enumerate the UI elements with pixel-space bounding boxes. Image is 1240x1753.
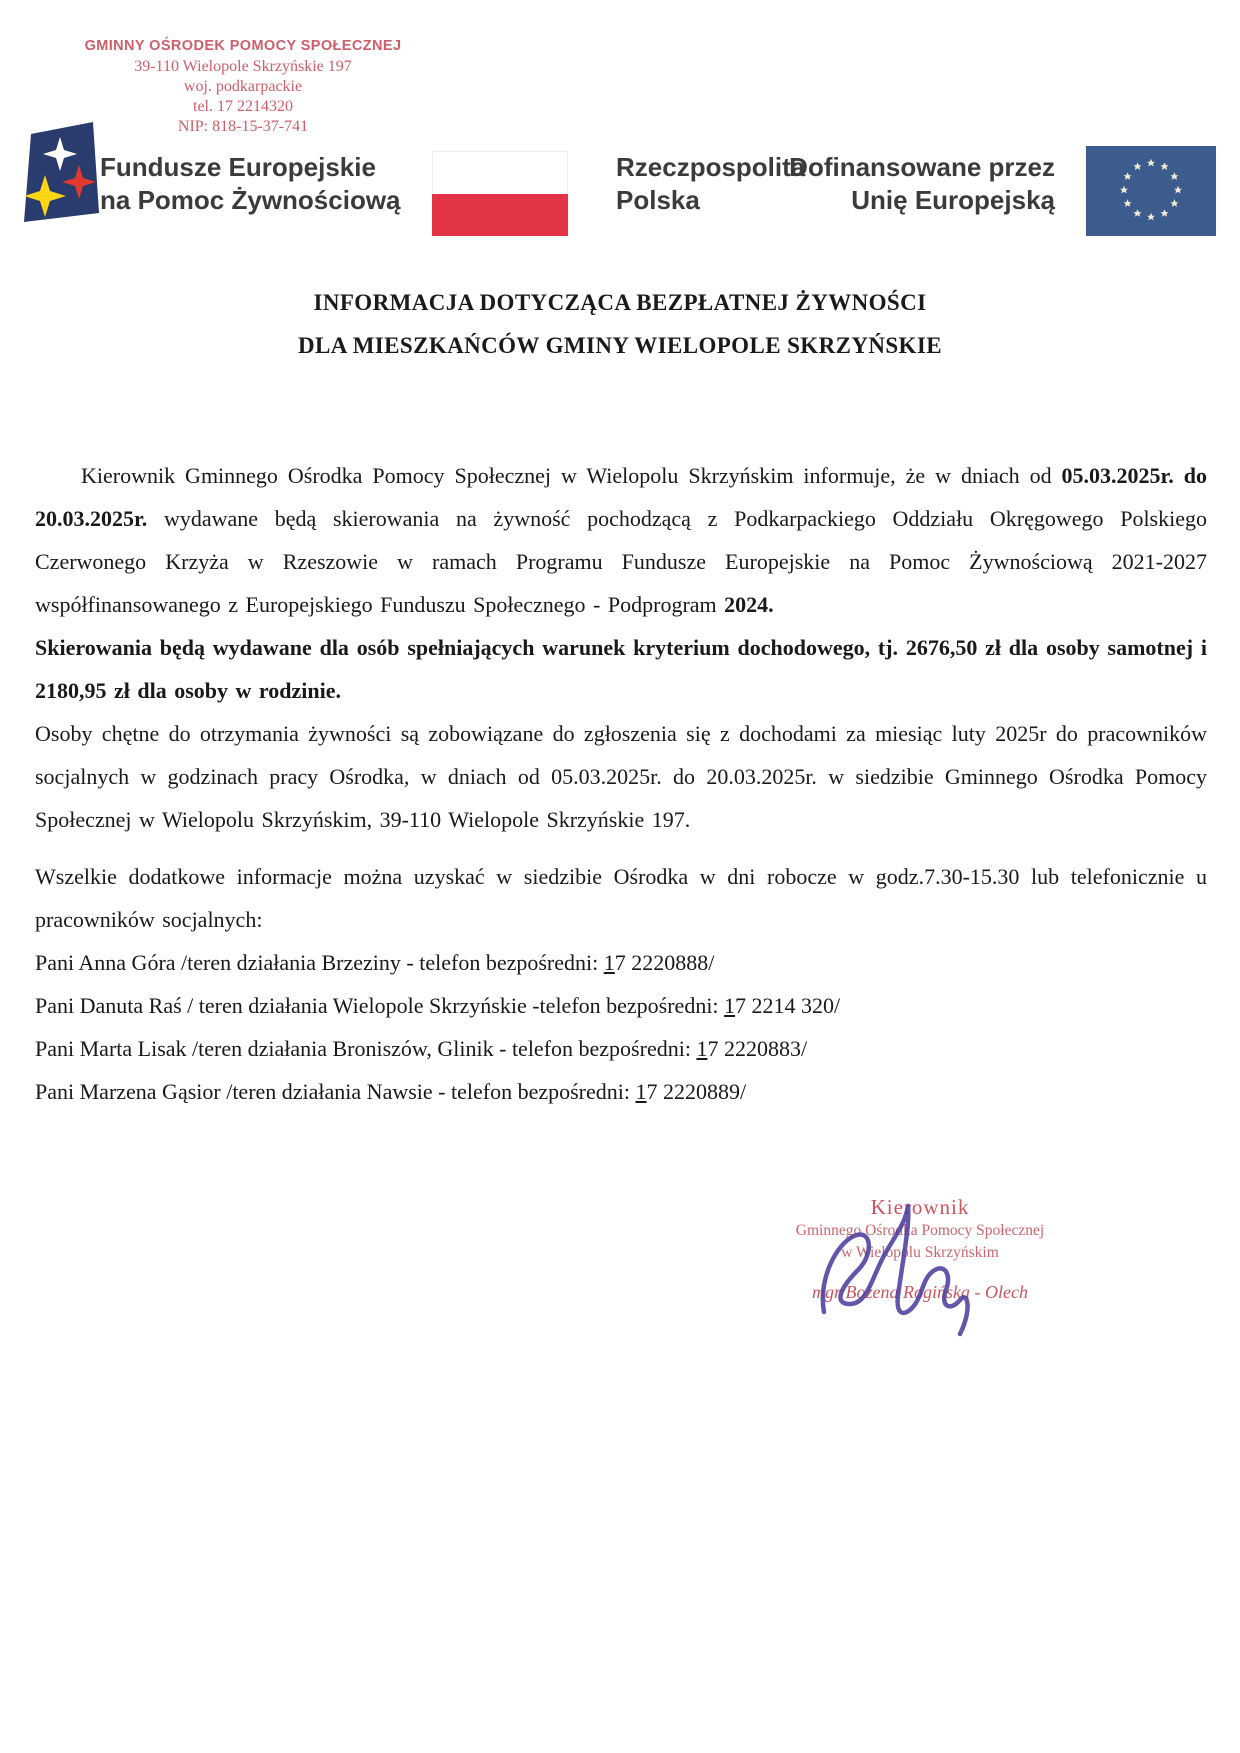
contact-line: Pani Marta Lisak /teren działania Broniszów, Glinik - telefon bezpośredni: 17 2220883/ [35,1027,1207,1070]
paragraph-reporting: Osoby chętne do otrzymania żywności są zobowiązane do zgłoszenia się z dochodami za miesiąc luty 2025r do pracowników socjalnych w godzinach pracy Ośrodka, w dniach od 05.03.2025r. do 20.03.2025r. w siedzibie Gminnego Ośrodka Pomocy Społecznej w Wielopolu Skrzyńskim, 39-110 Wielopole Skrzyńskie 197. [35,721,1207,832]
fundusze-europejskie-flag-icon [18,117,108,227]
stamp-line: NIP: 818-15-37-741 [177,118,309,135]
phone-number: 17 2214 320/ [724,993,841,1018]
document-body [35,454,1207,1113]
signature-org-line1: Gminnego Ośrodka Pomocy Społecznej [795,1222,1045,1239]
office-stamp [78,36,408,137]
poland-flag-icon [432,151,568,236]
stamp-line: woj. podkarpackie [183,78,303,95]
stamp-line: 39-110 Wielopole Skrzyńskie 197 [134,58,352,75]
contact-list [35,941,1207,1113]
eu-funding-label: Dofinansowane przez Unię Europejską [789,152,1055,215]
signature-stamp [700,1194,1140,1304]
contact-line: Pani Danuta Raś / teren działania Wielopole Skrzyńskie -telefon bezpośredni: 17 2214 320/ [35,984,1207,1027]
page-title [0,281,1240,367]
signature-title: Kierownik [870,1195,970,1219]
phone-number: 17 2220883/ [696,1036,808,1061]
contact-line: Pani Marzena Gąsior /teren działania Nawsie - telefon bezpośredni: 17 2220889/ [35,1070,1207,1113]
paragraph-criteria: Skierowania będą wydawane dla osób spełniających warunek kryterium dochodowego, tj. 2676,50 zł dla osoby samotnej i 2180,95 zł dla osoby w rodzinie. [35,635,1207,703]
intro-year-bold: 2024. [724,592,774,617]
phone-number: 17 2220889/ [635,1079,747,1104]
paragraph-intro: Kierownik Gminnego Ośrodka Pomocy Społecznej w Wielopolu Skrzyńskim informuje, że w dniach od 05.03.2025r. do 20.03.2025r. wydawane będą skierowania na żywność pochodzącą z Podkarpackiego Oddziału Okręgowego Polskiego Czerwonego Krzyża w Rzeszowie w ramach Programu Fundusze Europejskie na Pomoc Żywnościową 2021-2027 współfinansowanego z Europejskiego Funduszu Społecznego - Podprogram 2024. [35,463,1207,617]
page-title-line2: DLA MIESZKAŃCÓW GMINY WIELOPOLE SKRZYŃSKIE [298,333,942,358]
stamp-line: tel. 17 2214320 [193,98,293,115]
fundusze-europejskie-label: Fundusze Europejskie na Pomoc Żywnościową [100,152,401,215]
signature-org-line2: w Wielopolu Skrzyńskim [841,1244,999,1261]
phone-number: 17 2220888/ [603,950,715,975]
stamp-line: GMINNY OŚRODEK POMOCY SPOŁECZNEJ [84,38,402,54]
intro-dates-bold: 05.03.2025r. do 20.03.2025r. [35,463,1207,531]
paragraph-additional-info: Wszelkie dodatkowe informacje można uzyskać w siedzibie Ośrodka w dni robocze w godz.7.30-15.30 lub telefonicznie u pracowników socjalnych: [35,864,1207,932]
rzeczpospolita-polska-label: Rzeczpospolita Polska [616,152,806,215]
page-title-line1: INFORMACJA DOTYCZĄCA BEZPŁATNEJ ŻYWNOŚCI [313,290,927,315]
eu-flag-icon [1086,146,1216,236]
contact-line: Pani Anna Góra /teren działania Brzeziny - telefon bezpośredni: 17 2220888/ [35,941,1207,984]
signature-name: mgr Bożena Rogińska - Olech [812,1282,1028,1302]
